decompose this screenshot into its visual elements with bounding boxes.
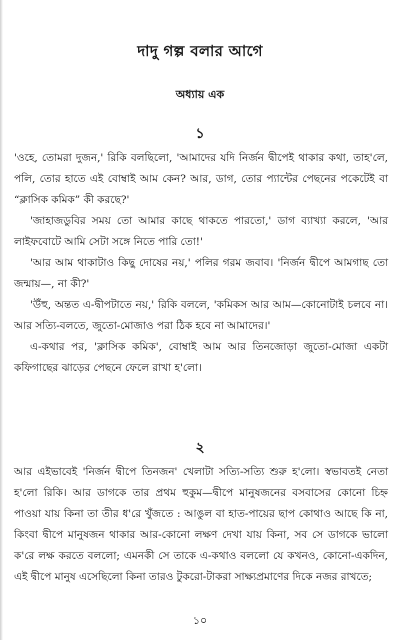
- section-number-1: ১: [195, 126, 205, 142]
- section-number-2: ২: [195, 440, 205, 456]
- paragraph: এ-কথার পর, 'ক্লাসিক কমিক', বোম্বাই আম আর তিনজোড়া জুতো-মোজা একটা কফিগাছের ঝাড়ের পেছনে ফেলে রাখা হ'লো।: [14, 341, 388, 374]
- paragraph: 'উঁহু, অন্তত এ-দ্বীপটাতে নয়,' রিকি বললে, 'কমিকস আর আম—কোনোটাই চলবে না। আর সত্যি-বলতে, জুতো-মোজাও পরা ঠিক হবে না আমাদের।': [14, 299, 388, 332]
- page-number: ১০: [192, 614, 208, 627]
- section-1-text: [14, 148, 388, 379]
- chapter-heading: অধ্যায় এক: [175, 88, 225, 101]
- section-2-text: [14, 462, 388, 588]
- paragraph: আর এইভাবেই 'নির্জন দ্বীপে তিনজন' খেলাটা সত্যি-সত্যি শুরু হ'লো। স্বভাবতই নেতা হ'লো রিকি। আর ডাগকে তার প্রথম হুকুম—দ্বীপে মানুষজনের বসবাসের কোনো চিহ্ন পাওয়া যায় কিনা তা তীর ধ'রে খুঁজতে : আঙুল বা হাত-পায়ের ছাপ কোথাও আছে কি না, কিংবা দ্বীপে মানুষজন থাকার আর-কোনো লক্ষণ দেখা যায় কিনা, সব সে ডাগকে ভালো ক'রে লক্ষ করতে বললো; এমনকী সে তাকে এ-কথাও বললো যে কখনও, কোনো-একদিন, এই দ্বীপে মানুষ এসেছিলো কিনা তারও টুকরো-টাকরা সাক্ষ্যপ্রমাণের দিকে নজর রাখতে;: [14, 466, 388, 583]
- paragraph: 'আর আম থাকাটাও কিছু দোষের নয়,' পলির গরম জবাব। 'নির্জন দ্বীপে আমগাছ তো জন্মায়—, না কী?': [14, 257, 388, 290]
- paragraph: 'জাহাজডুবির সময় তো আমার কাছে থাকতে পারতো,' ডাগ ব্যাখ্যা করলে, 'আর লাইফবোটে আমি সেটা সঙ্গে নিতে পারি তো!': [14, 215, 388, 248]
- page-title: দাদু গল্প বলার আগে: [137, 42, 263, 60]
- paragraph: 'ওহে, তোমরা দুজন,' রিকি বলছিলো, 'আমাদের যদি নির্জন দ্বীপেই থাকার কথা, তাহ'লে, পলি, তোর হাতে এই বোম্বাই আম কেন? আর, ডাগ, তোর প্যান্টের পেছনের পকেটেই বা “ক্লাসিক কমিক” কী করছে?': [14, 152, 388, 206]
